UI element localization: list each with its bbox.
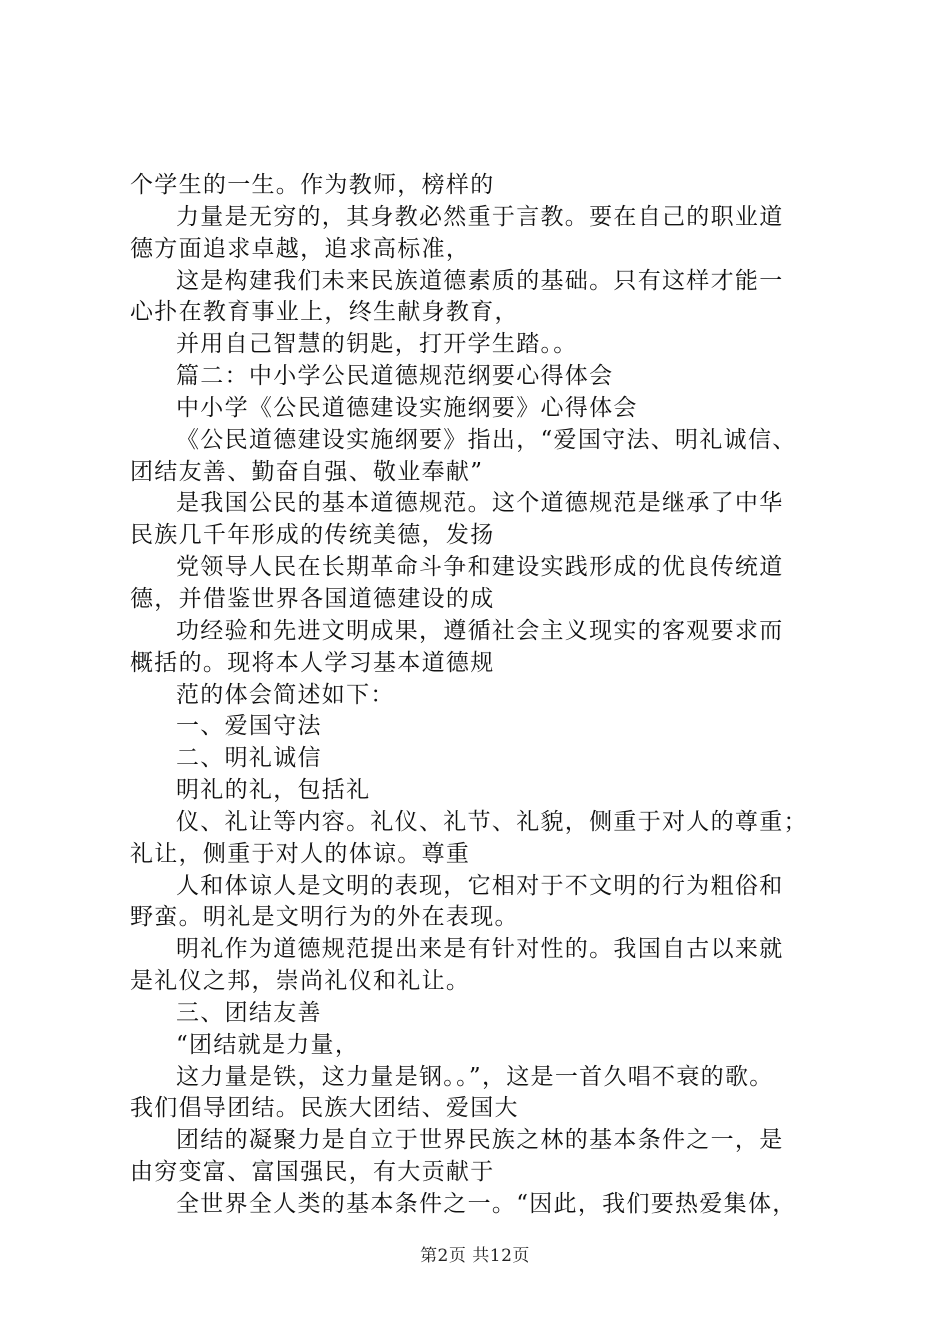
text-line: 个学生的一生。作为教师，榜样的: [130, 172, 495, 198]
text-line: 团结的凝聚力是自立于世界民族之林的基本条件之一，是: [176, 1127, 784, 1154]
text-line: 党领导人民在长期革命斗争和建设实践形成的优良传统道: [176, 554, 784, 581]
text-line: 概括的。现将本人学习基本道德规: [130, 649, 495, 676]
text-line: 德，并借鉴世界各国道德建设的成: [130, 585, 495, 612]
text-line: 野蛮。明礼是文明行为的外在表现。: [130, 904, 519, 931]
text-line: 是礼仪之邦，崇尚礼仪和礼让。: [130, 968, 471, 995]
text-line: 仪、礼让等内容。礼仪、礼节、礼貌，侧重于对人的尊重；: [176, 808, 808, 835]
text-line: 力量是无穷的，其身教必然重于言教。要在自己的职业道: [176, 203, 784, 230]
document-body: [130, 170, 830, 1221]
text-line: 并用自己智慧的钥匙，打开学生踏。。: [176, 331, 578, 358]
text-line: 德方面追求卓越，追求高标准，: [130, 235, 471, 262]
text-line: 团结友善、勤奋自强、敬业奉献”: [130, 458, 484, 485]
text-line: 心扑在教育事业上，终生献身教育，: [130, 299, 519, 326]
text-line: 二、明礼诚信: [176, 745, 322, 772]
text-line: 全世界全人类的基本条件之一。“因此，我们要热爱集体，: [176, 1191, 797, 1217]
text-line: 这力量是铁，这力量是钢。。”，这是一首久唱不衰的歌。: [176, 1063, 774, 1090]
text-line: 人和体谅人是文明的表现，它相对于不文明的行为粗俗和: [176, 872, 784, 899]
text-line: 这是构建我们未来民族道德素质的基础。只有这样才能一: [176, 267, 784, 294]
text-line: 篇二：中小学公民道德规范纲要心得体会: [176, 363, 614, 390]
text-line: “团结就是力量，: [176, 1031, 360, 1058]
text-line: 一、爱国守法: [176, 713, 322, 740]
text-line: 民族几千年形成的传统美德，发扬: [130, 522, 495, 549]
page-footer: 第2页 共12页: [420, 1246, 530, 1266]
text-line: 明礼的礼，包括礼: [176, 777, 371, 804]
text-line: 我们倡导团结。民族大团结、爱国大: [130, 1095, 519, 1122]
text-line: 《公民道德建设实施纲要》指出，“爱国守法、明礼诚信、: [176, 426, 797, 453]
text-line: 由穷变富、富国强民，有大贡献于: [130, 1159, 495, 1186]
text-line: 功经验和先进文明成果，遵循社会主义现实的客观要求而: [176, 617, 784, 644]
text-line: 中小学《公民道德建设实施纲要》心得体会: [176, 394, 638, 421]
text-line: 礼让，侧重于对人的体谅。尊重: [130, 840, 471, 867]
text-line: 是我国公民的基本道德规范。这个道德规范是继承了中华: [176, 490, 784, 517]
text-line: 三、团结友善: [176, 999, 322, 1026]
text-line: 范的体会简述如下：: [176, 681, 395, 708]
text-line: 明礼作为道德规范提出来是有针对性的。我国自古以来就: [176, 936, 784, 963]
